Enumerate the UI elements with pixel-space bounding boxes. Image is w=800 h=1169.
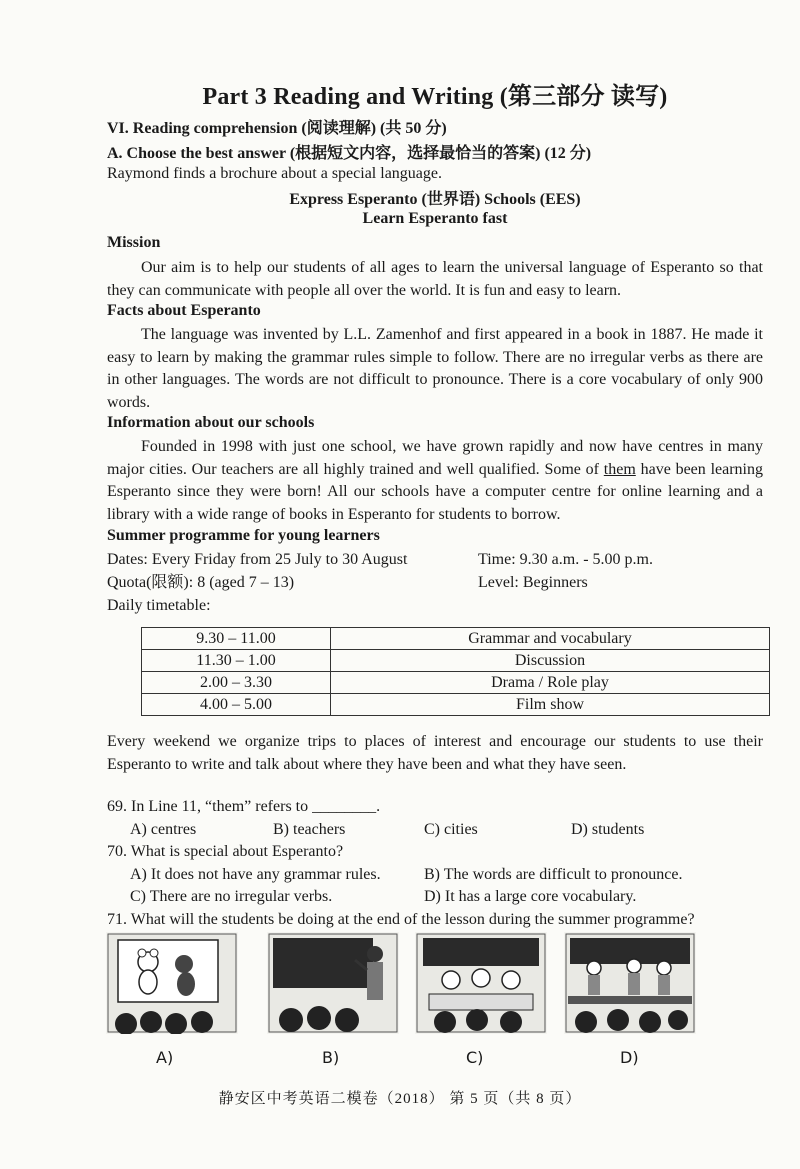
q69-option-b[interactable]: B) teachers bbox=[273, 821, 346, 838]
question-70-stem: 70. What is special about Esperanto? bbox=[107, 843, 344, 860]
q69-option-c[interactable]: C) cities bbox=[424, 821, 478, 838]
level-text: Level: Beginners bbox=[478, 574, 588, 591]
picture-a-label: A) bbox=[156, 1048, 174, 1067]
timetable bbox=[141, 627, 770, 716]
timetable-time: 9.30 – 11.00 bbox=[142, 628, 331, 650]
brochure-subtitle: Learn Esperanto fast bbox=[362, 210, 508, 227]
picture-d-label: D) bbox=[620, 1048, 639, 1067]
table-row bbox=[142, 694, 770, 716]
underlined-them: them bbox=[603, 460, 636, 478]
discussion-illustration bbox=[415, 932, 547, 1034]
info-text-before: Founded in 1998 with just one school, we have grown rapidly and now have centres in many major cities. Our teachers are all highly trained and well qualified. Some of bbox=[107, 438, 763, 478]
facts-paragraph bbox=[107, 324, 763, 414]
dates-text: Dates: Every Friday from 25 July to 30 August bbox=[107, 551, 408, 568]
mission-paragraph bbox=[107, 257, 763, 302]
teacher-lesson-illustration bbox=[267, 932, 399, 1034]
q69-option-a[interactable]: A) centres bbox=[130, 821, 197, 838]
info-text-after: have been learning Esperanto since they were born! All our schools have a computer centre for online learning and a library with a wide range of books in Esperanto for students to borrow. bbox=[107, 460, 764, 523]
section-heading: VI. Reading comprehension (阅读理解) (共 50 分) bbox=[107, 120, 447, 137]
info-paragraph bbox=[107, 436, 763, 526]
brochure-title: Express Esperanto (世界语) Schools (EES) bbox=[289, 191, 581, 208]
timetable-time: 4.00 – 5.00 bbox=[142, 694, 331, 716]
timetable-activity: Drama / Role play bbox=[331, 672, 770, 694]
drama-illustration bbox=[564, 932, 696, 1034]
weekend-paragraph: Every weekend we organize trips to places of interest and encourage our students to use their Esperanto to write and talk about where they have been and what they have seen. bbox=[107, 733, 763, 773]
question-71-stem: 71. What will the students be doing at the end of the lesson during the summer programme? bbox=[107, 911, 695, 928]
q70-option-b[interactable]: B) The words are difficult to pronounce. bbox=[424, 866, 683, 883]
page-footer: 静安区中考英语二模卷（2018） 第 5 页（共 8 页） bbox=[218, 1091, 582, 1107]
timetable-activity: Film show bbox=[331, 694, 770, 716]
part-title: Part 3 Reading and Writing (第三部分 读写) bbox=[202, 84, 668, 110]
mission-text: Our aim is to help our students of all ages to learn the universal language of Esperanto so that they can communicate with people all over the world. It is fun and easy to learn. bbox=[107, 259, 763, 299]
timetable-activity: Discussion bbox=[331, 650, 770, 672]
film-show-illustration bbox=[106, 932, 238, 1034]
q70-option-a[interactable]: A) It does not have any grammar rules. bbox=[130, 866, 381, 883]
picture-a[interactable] bbox=[106, 932, 238, 1034]
intro-text: Raymond finds a brochure about a special language. bbox=[107, 165, 442, 182]
picture-c[interactable] bbox=[415, 932, 547, 1034]
subsection-heading: A. Choose the best answer (根据短文内容，选择最恰当的答案) (12 分) bbox=[107, 145, 592, 162]
facts-heading: Facts about Esperanto bbox=[107, 302, 261, 319]
picture-d[interactable] bbox=[564, 932, 696, 1034]
facts-text: The language was invented by L.L. Zamenhof and first appeared in a book in 1887. He made it easy to learn by making the grammar rules simple to follow. There are no irregular verbs as there are in other languages. The words are not difficult to pronounce. There is a core vocabulary of only 900 words. bbox=[107, 326, 763, 411]
question-69-stem: 69. In Line 11, “them” refers to ________. bbox=[107, 798, 381, 815]
table-row bbox=[142, 650, 770, 672]
q70-option-d[interactable]: D) It has a large core vocabulary. bbox=[424, 888, 637, 905]
table-row bbox=[142, 672, 770, 694]
timetable-time: 11.30 – 1.00 bbox=[142, 650, 331, 672]
picture-b[interactable] bbox=[267, 932, 399, 1034]
info-heading: Information about our schools bbox=[107, 414, 315, 431]
picture-c-label: C) bbox=[466, 1048, 484, 1067]
time-text: Time: 9.30 a.m. - 5.00 p.m. bbox=[478, 551, 653, 568]
q71-pictures bbox=[104, 932, 704, 1072]
table-row bbox=[142, 628, 770, 650]
timetable-activity: Grammar and vocabulary bbox=[331, 628, 770, 650]
timetable-time: 2.00 – 3.30 bbox=[142, 672, 331, 694]
quota-text: Quota(限额): 8 (aged 7 – 13) bbox=[107, 574, 295, 591]
q70-option-c[interactable]: C) There are no irregular verbs. bbox=[130, 888, 333, 905]
summer-heading: Summer programme for young learners bbox=[107, 527, 380, 544]
picture-b-label: B) bbox=[322, 1048, 340, 1067]
timetable-label: Daily timetable: bbox=[107, 597, 211, 614]
mission-heading: Mission bbox=[107, 234, 161, 251]
q69-option-d[interactable]: D) students bbox=[571, 821, 645, 838]
